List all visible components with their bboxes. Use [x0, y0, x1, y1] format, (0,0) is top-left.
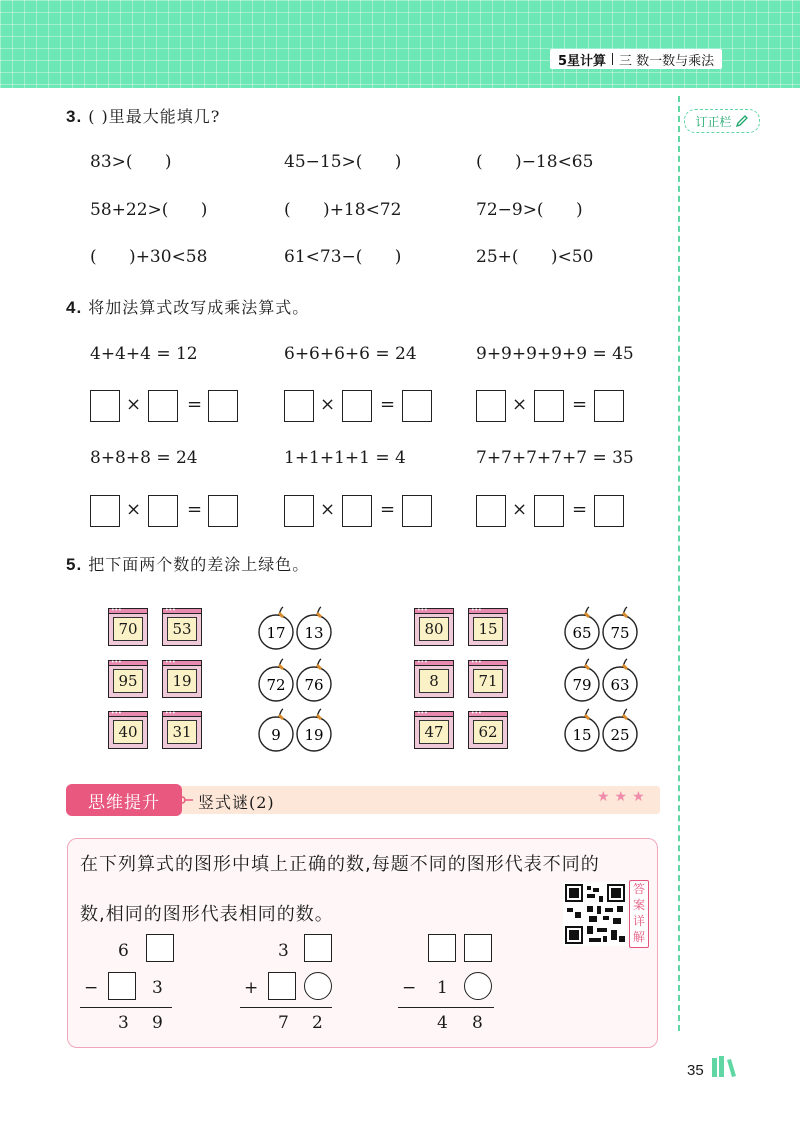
correction-label — [684, 109, 760, 133]
answer-box[interactable] — [476, 495, 506, 527]
apple-value: 72 — [266, 676, 286, 694]
sum-line — [240, 1007, 332, 1008]
answer-box[interactable] — [342, 390, 372, 422]
number-card[interactable]: ••• 71 — [468, 660, 508, 698]
equals-sign: = — [187, 499, 203, 520]
correction-text: 订正栏 — [695, 114, 732, 129]
answer-box[interactable] — [534, 390, 564, 422]
connector-icon — [178, 793, 194, 807]
apple-value: 25 — [610, 726, 630, 744]
card-value: 71 — [473, 669, 503, 693]
answer-box[interactable] — [594, 495, 624, 527]
apple-value: 63 — [610, 676, 630, 694]
apple-value: 17 — [266, 624, 286, 642]
q4-number: 4. — [66, 298, 83, 317]
operator: + — [244, 978, 259, 998]
q4-title — [66, 295, 309, 318]
number-card[interactable]: ••• 8 — [414, 660, 454, 698]
sum-line — [80, 1007, 172, 1008]
thinking-subtitle: 竖式谜(2) — [198, 793, 275, 812]
card-value: 47 — [419, 720, 449, 744]
apple-pair[interactable] — [250, 706, 346, 754]
q3-number: 3. — [66, 107, 83, 126]
number-card[interactable]: ••• 15 — [468, 608, 508, 646]
digit: 3 — [118, 1013, 129, 1033]
square-blank[interactable] — [464, 934, 492, 962]
q3-title — [66, 104, 220, 127]
header-band — [0, 0, 800, 88]
q4-equation: 1+1+1+1 = 4 — [284, 448, 406, 468]
apple-value: 75 — [610, 624, 630, 642]
q4-equation: 6+6+6+6 = 24 — [284, 344, 417, 364]
q3-item: ( )+30<58 — [90, 247, 208, 267]
apple-value: 13 — [304, 624, 324, 642]
number-card[interactable]: ••• 95 — [108, 660, 148, 698]
answer-box[interactable] — [402, 390, 432, 422]
number-card[interactable]: ••• 62 — [468, 711, 508, 749]
q4-equation: 9+9+9+9+9 = 45 — [476, 344, 634, 364]
square-blank[interactable] — [268, 972, 296, 1000]
card-value: 40 — [113, 720, 143, 744]
puzzle-instruction-1: 在下列算式的图形中填上正确的数,每题不同的图形代表不同的 — [80, 854, 600, 875]
equals-sign: = — [572, 499, 588, 520]
apple-pair[interactable] — [556, 604, 652, 652]
answer-box[interactable] — [342, 495, 372, 527]
digit: 6 — [118, 941, 129, 961]
apple-pair[interactable] — [556, 706, 652, 754]
q4-equation: 8+8+8 = 24 — [90, 448, 198, 468]
digit: 3 — [152, 978, 163, 998]
answer-box[interactable] — [476, 390, 506, 422]
apple-pair[interactable] — [250, 604, 346, 652]
digit: 7 — [278, 1013, 289, 1033]
card-value: 19 — [167, 669, 197, 693]
brand-label: 5星计算 — [558, 53, 607, 69]
apple-pair[interactable] — [556, 656, 652, 704]
q3-text: ( )里最大能填几? — [88, 107, 221, 126]
apple-value: 15 — [572, 726, 592, 744]
apple-value: 65 — [572, 624, 592, 642]
q3-item: 25+( )<50 — [476, 247, 594, 267]
difficulty-stars: ★★★ — [597, 789, 650, 805]
divider — [612, 53, 613, 65]
card-value: 53 — [167, 617, 197, 641]
answer-box[interactable] — [402, 495, 432, 527]
square-blank[interactable] — [146, 934, 174, 962]
answer-box[interactable] — [284, 495, 314, 527]
apple-value: 79 — [572, 676, 592, 694]
times-sign: × — [320, 394, 336, 415]
answer-box[interactable] — [90, 495, 120, 527]
answer-box[interactable] — [594, 390, 624, 422]
q3-item: ( )+18<72 — [284, 200, 402, 220]
number-card[interactable]: ••• 31 — [162, 711, 202, 749]
times-sign: × — [512, 394, 528, 415]
q3-item: 83>( ) — [90, 152, 172, 172]
card-value: 15 — [473, 617, 503, 641]
answer-box[interactable] — [148, 495, 178, 527]
puzzle-instruction-2: 数,相同的图形代表相同的数。 — [80, 904, 334, 925]
square-blank[interactable] — [108, 972, 136, 1000]
pencil-icon — [735, 114, 749, 128]
circle-blank[interactable] — [304, 972, 332, 1000]
operator: − — [84, 978, 99, 998]
digit: 2 — [312, 1013, 323, 1033]
card-value: 70 — [113, 617, 143, 641]
answer-box[interactable] — [534, 495, 564, 527]
number-card[interactable]: ••• 53 — [162, 608, 202, 646]
q3-item: 58+22>( ) — [90, 200, 208, 220]
answer-box[interactable] — [284, 390, 314, 422]
chapter-label: 三 数一数与乘法 — [619, 53, 715, 69]
card-value: 95 — [113, 669, 143, 693]
operator: − — [402, 978, 417, 998]
digit: 9 — [152, 1013, 163, 1033]
equals-sign: = — [380, 394, 396, 415]
difference-line — [398, 1007, 494, 1008]
number-card[interactable]: ••• 47 — [414, 711, 454, 749]
circle-blank[interactable] — [464, 972, 492, 1000]
apple-value: 9 — [271, 726, 281, 744]
answer-box[interactable] — [208, 495, 238, 527]
page-number: 35 — [687, 1062, 704, 1079]
answer-detail-tag[interactable]: 答案详解 — [629, 880, 649, 948]
digit: 4 — [437, 1013, 448, 1033]
number-card[interactable]: ••• 40 — [108, 711, 148, 749]
times-sign: × — [126, 394, 142, 415]
answer-box[interactable] — [208, 390, 238, 422]
books-icon — [710, 1054, 740, 1078]
equals-sign: = — [187, 394, 203, 415]
digit: 1 — [437, 978, 448, 998]
q3-item: 72−9>( ) — [476, 200, 583, 220]
square-blank[interactable] — [304, 934, 332, 962]
q4-text: 将加法算式改写成乘法算式。 — [88, 298, 310, 317]
number-card[interactable]: ••• 70 — [108, 608, 148, 646]
q4-equation: 4+4+4 = 12 — [90, 344, 198, 364]
times-sign: × — [512, 499, 528, 520]
equals-sign: = — [380, 499, 396, 520]
answer-box[interactable] — [90, 390, 120, 422]
q4-equation: 7+7+7+7+7 = 35 — [476, 448, 634, 468]
qr-code[interactable] — [563, 882, 627, 946]
card-value: 80 — [419, 617, 449, 641]
card-value: 62 — [473, 720, 503, 744]
card-value: 8 — [419, 669, 449, 693]
apple-value: 76 — [304, 676, 324, 694]
digit: 8 — [472, 1013, 483, 1033]
chapter-tag — [550, 49, 722, 69]
q5-number: 5. — [66, 555, 83, 574]
answer-box[interactable] — [148, 390, 178, 422]
square-blank[interactable] — [428, 934, 456, 962]
apple-pair[interactable] — [250, 656, 346, 704]
q5-text: 把下面两个数的差涂上绿色。 — [88, 555, 310, 574]
q3-item: 45−15>( ) — [284, 152, 402, 172]
q3-item: ( )−18<65 — [476, 152, 594, 172]
equals-sign: = — [572, 394, 588, 415]
correction-divider — [678, 96, 680, 1031]
times-sign: × — [126, 499, 142, 520]
q3-item: 61<73−( ) — [284, 247, 402, 267]
digit: 3 — [278, 941, 289, 961]
number-card[interactable]: ••• 80 — [414, 608, 454, 646]
card-value: 31 — [167, 720, 197, 744]
thinking-tag: 思维提升 — [66, 784, 182, 816]
q5-title — [66, 552, 309, 575]
apple-value: 19 — [304, 726, 324, 744]
number-card[interactable]: ••• 19 — [162, 660, 202, 698]
times-sign: × — [320, 499, 336, 520]
